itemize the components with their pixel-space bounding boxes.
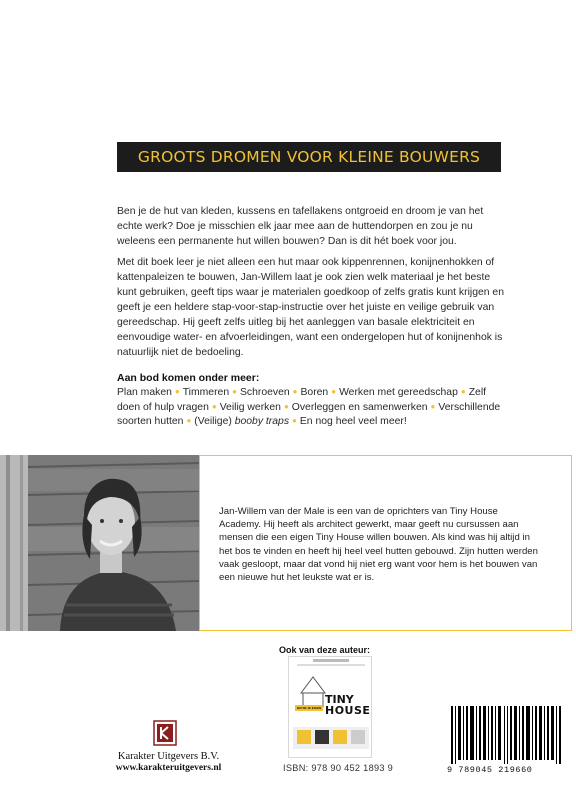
barcode-icon: [451, 706, 562, 764]
topic-item: Zelf doen of hulp vragen: [117, 387, 487, 413]
bullet-dot-icon: ●: [186, 416, 192, 425]
barcode-digits: 9 789045 219660: [447, 765, 533, 775]
topic-item: En nog heel veel meer!: [299, 416, 407, 427]
title-banner: [117, 142, 501, 172]
bullet-dot-icon: ●: [292, 416, 297, 425]
topic-item: Schroeven: [239, 387, 290, 398]
topic-item: Boren: [300, 387, 329, 398]
topic-item: Werken met gereedschap: [339, 387, 458, 398]
author-portrait-image: [0, 455, 200, 631]
author-photo: [0, 455, 200, 631]
bullet-dot-icon: ●: [283, 401, 289, 411]
author-bio-text: Jan-Willem van der Male is een van de oprichters van Tiny House Academy. Hij heeft als architect gewerkt, maar geeft nu cursussen aan mensen die een eigen Tiny House willen bouwen. Als kind was hij altijd in het bos te vinden en heeft hij heel veel hutten gebouwd. Zijn hutten werden vaak gesloopt, maar dat vond hij niet erg want voor hem is het bouwen van een nieuwe hut het leukste wat er is.: [219, 506, 538, 584]
publisher-name: Karakter Uitgevers B.V.: [117, 751, 220, 762]
also-by-author-label: Ook van deze auteur:: [279, 645, 371, 655]
topic-item: (Veilige): [194, 416, 232, 427]
topic-item: Overleggen en samenwerken: [291, 401, 428, 413]
book-title-line2: HOUSE: [325, 704, 371, 717]
bullet-dot-icon: ●: [232, 387, 237, 396]
topic-item: Veilig werken: [219, 401, 281, 413]
topics-list: [117, 385, 509, 429]
publisher-logo-icon: [153, 720, 177, 746]
bullet-dot-icon: ●: [211, 401, 217, 411]
bullet-dot-icon: ●: [331, 387, 337, 396]
topics-heading: Aan bod komen onder meer:: [117, 372, 260, 384]
bullet-dot-icon: ●: [174, 387, 180, 396]
related-book-cover: [288, 656, 372, 758]
isbn-number: ISBN: 978 90 452 1893 9: [283, 763, 394, 773]
book-title-line1: TINY: [325, 693, 354, 706]
bullet-dot-icon: ●: [292, 387, 298, 396]
publisher-url: www.karakteruitgevers.nl: [115, 763, 222, 773]
intro-paragraph-1: Ben je de hut van kleden, kussens en tafellakens ontgroeid en droom je van het echte werk? Doe je misschien elk jaar mee aan de huttendorpen en zou je nu weleens een permanente hut willen bouwen? Dan is dit hét boek voor jou.: [117, 206, 484, 247]
bullet-dot-icon: ●: [430, 401, 436, 411]
topic-item: Plan maken: [117, 387, 172, 398]
topic-item: Verschillende soorten hutten: [117, 401, 501, 427]
book-badge: BOUW JE EIGEN: [297, 706, 322, 710]
topic-item-italic: booby traps: [234, 416, 290, 427]
topic-item: Timmeren: [182, 387, 230, 398]
bullet-dot-icon: ●: [460, 387, 466, 396]
intro-paragraph-2: Met dit boek leer je niet alleen een hut maar ook kippenrennen, konijnenhokken of kattenpaleizen te bouwen, Jan-Willem laat je ook zien welk materiaal je het beste kunt gebruiken, geeft tips waar je materialen goedkoop of zelfs gratis kunt krijgen en geeft je een heldere stap-voor-stap-instructie over het juiste en veilige gebruik van gereedschap. Hij geeft zelfs uitleg bij het aanleggen van basale elektriciteit en eenvoudige water- en afvoerleidingen, want een ondergelopen hut of konijnenhok is natuurlijk niet de bedoeling.: [117, 257, 504, 358]
banner-title: GROOTS DROMEN VOOR KLEINE BOUWERS: [137, 148, 481, 166]
